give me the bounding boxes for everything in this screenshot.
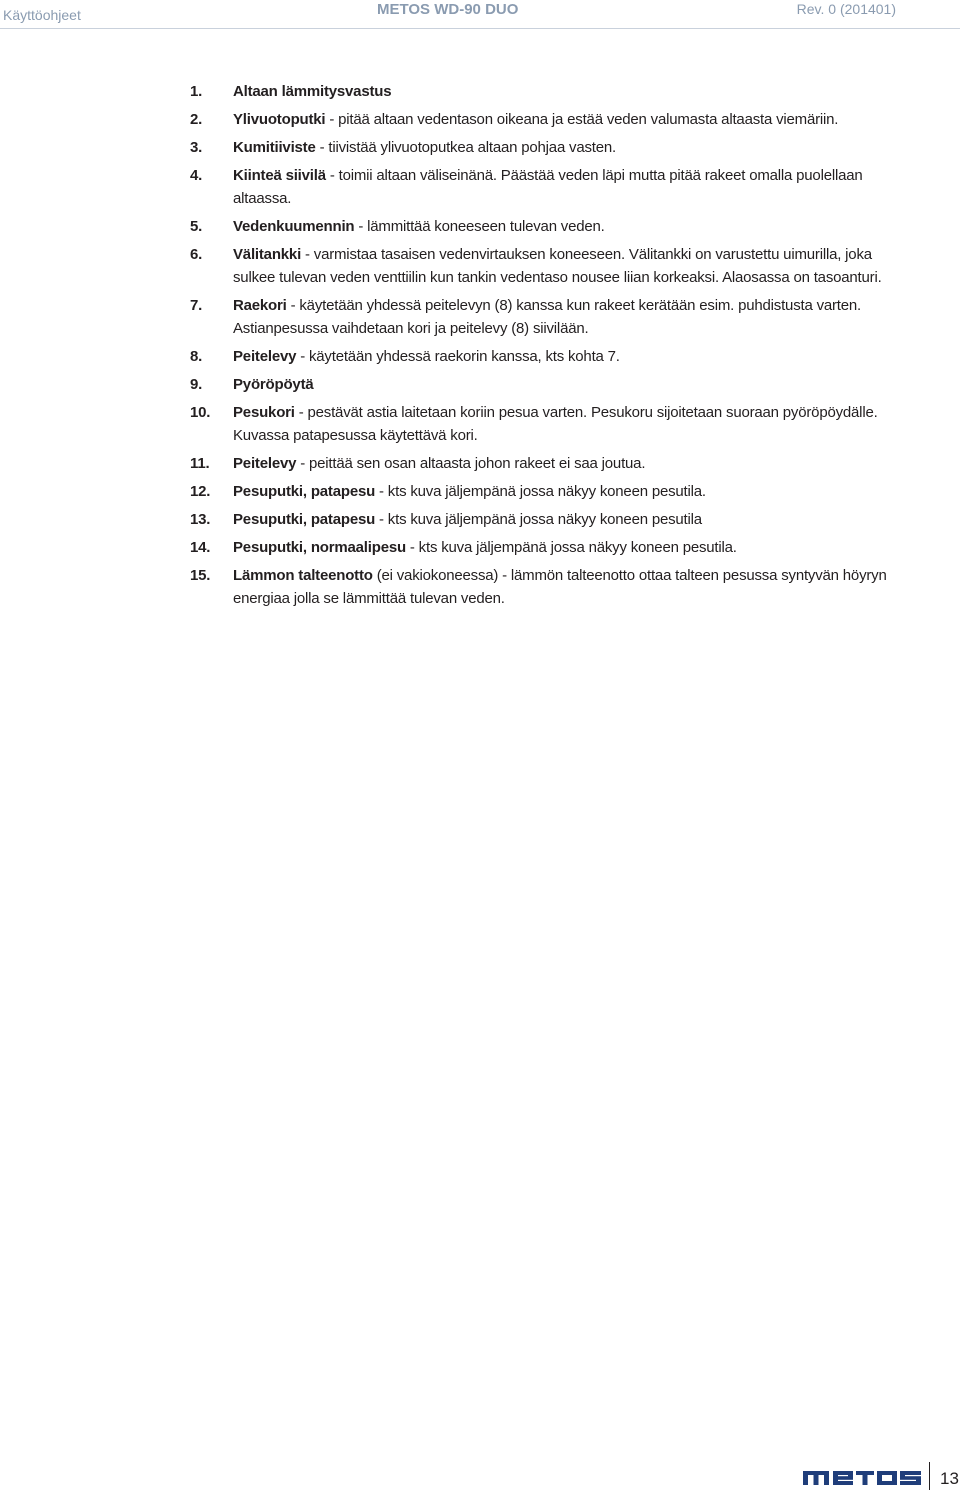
list-item (190, 215, 900, 238)
item-description: (ei vakiokoneessa) - lämmön talteenotto ottaa talteen pesussa syntyvän höyryn energiaa jolla se lämmittää tulevan veden. (233, 567, 887, 607)
item-description: - käytetään yhdessä peitelevyn (8) kanssa kun rakeet kerätään esim. puhdistusta varten. Astianpesussa vaihdetaan kori ja peitelevy (8) siivilään. (233, 297, 862, 337)
item-description: - toimii altaan väliseinänä. Päästää veden läpi mutta pitää rakeet omalla puolellaan altaassa. (233, 167, 863, 207)
footer-divider (929, 1462, 930, 1490)
item-description: - varmistaa tasaisen vedenvirtauksen koneeseen. Välitankki on varustettu uimurilla, joka sulkee tulevan veden venttiilin kun tankin vedentaso nousee liian korkeaksi. Alaosassa on tasoanturi. (233, 246, 882, 286)
page-number: 13 (940, 1469, 959, 1488)
item-term: Peitelevy (233, 455, 297, 472)
item-term: Kiinteä siivilä (233, 167, 326, 184)
header-doc-type: Käyttöohjeet (3, 7, 81, 23)
item-description: - kts kuva jäljempänä jossa näkyy koneen pesutila (375, 511, 702, 528)
item-term: Lämmon talteenotto (233, 567, 373, 584)
item-description: - tiivistää ylivuotoputkea altaan pohjaa vasten. (315, 139, 617, 156)
list-item (190, 164, 900, 210)
list-item (190, 108, 900, 131)
list-item (190, 401, 900, 447)
item-number: 10. (190, 404, 211, 421)
item-number: 12. (190, 483, 211, 500)
item-term: Peitelevy (233, 348, 297, 365)
list-item (190, 508, 900, 531)
page-header (0, 0, 960, 30)
item-term: Pesuputki, normaalipesu (233, 539, 406, 556)
item-number: 14. (190, 539, 211, 556)
item-number: 8. (190, 348, 203, 365)
item-term: Ylivuotoputki (233, 111, 326, 128)
item-description: - pitää altaan vedentason oikeana ja estää veden valumasta altaasta viemäriin. (325, 111, 839, 128)
list-item (190, 536, 900, 559)
list-item (190, 294, 900, 340)
header-product-name: METOS WD-90 DUO (377, 1, 519, 18)
item-number: 13. (190, 511, 211, 528)
item-number: 1. (190, 83, 203, 100)
list-item (190, 80, 900, 103)
item-number: 11. (190, 455, 210, 472)
item-number: 2. (190, 111, 203, 128)
list-item (190, 243, 900, 289)
item-term: Välitankki (233, 246, 302, 263)
item-term: Raekori (233, 297, 287, 314)
list-item (190, 136, 900, 159)
item-number: 9. (190, 376, 203, 393)
item-number: 6. (190, 246, 203, 263)
list-item (190, 564, 900, 610)
item-number: 15. (190, 567, 211, 584)
header-divider (0, 28, 960, 29)
item-term: Pesuputki, patapesu (233, 511, 376, 528)
item-term: Altaan lämmitysvastus (233, 83, 392, 100)
header-revision: Rev. 0 (201401) (796, 1, 896, 17)
list-item (190, 480, 900, 503)
list-item (190, 345, 900, 368)
item-term: Vedenkuumennin (233, 218, 355, 235)
item-description: - pestävät astia laitetaan koriin pesua varten. Pesukoru sijoitetaan suoraan pyöröpöydälle. Kuvassa patapesussa käytettävä kori. (233, 404, 878, 444)
item-description: - peittää sen osan altaasta johon rakeet ei saa joutua. (296, 455, 646, 472)
item-term: Pesuputki, patapesu (233, 483, 376, 500)
item-number: 3. (190, 139, 203, 156)
item-description: - lämmittää koneeseen tulevan veden. (354, 218, 605, 235)
item-term: Kumitiiviste (233, 139, 316, 156)
parts-list (190, 80, 900, 615)
item-number: 5. (190, 218, 203, 235)
metos-logo (803, 1467, 923, 1489)
item-number: 7. (190, 297, 203, 314)
item-number: 4. (190, 167, 203, 184)
item-description: - kts kuva jäljempänä jossa näkyy koneen pesutila. (375, 483, 706, 500)
item-description: - kts kuva jäljempänä jossa näkyy koneen pesutila. (405, 539, 737, 556)
item-term: Pesukori (233, 404, 295, 421)
item-description: - käytetään yhdessä raekorin kanssa, kts kohta 7. (296, 348, 620, 365)
list-item (190, 452, 900, 475)
list-item (190, 373, 900, 396)
item-term: Pyöröpöytä (233, 376, 314, 393)
